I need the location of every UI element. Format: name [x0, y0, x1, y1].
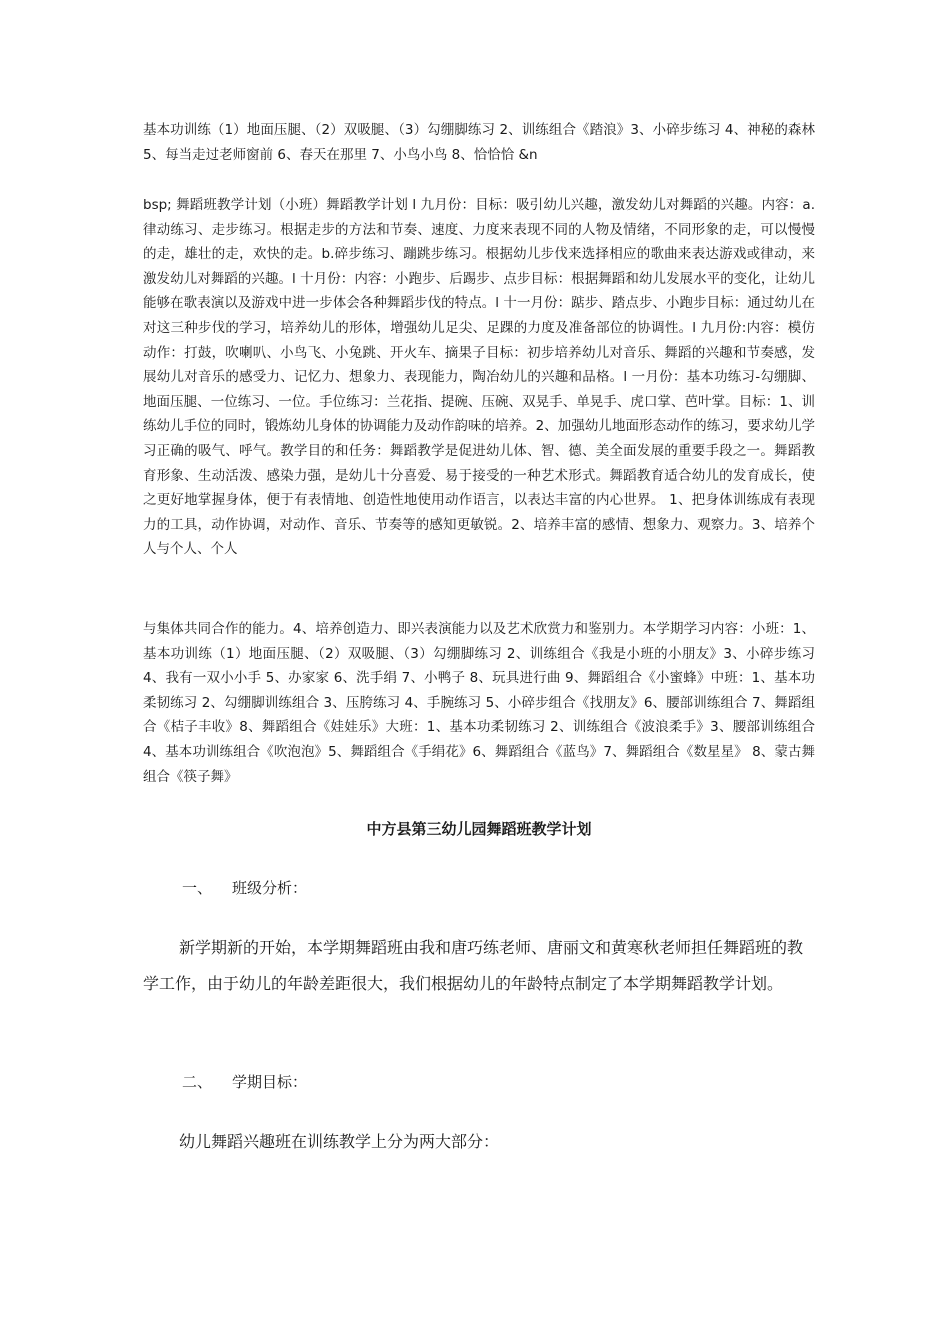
section-2-paragraph: 幼儿舞蹈兴趣班在训练教学上分为两大部分： [179, 1132, 500, 1151]
section-heading-text: 班级分析： [232, 879, 308, 897]
section-heading-text: 学期目标： [232, 1073, 308, 1091]
document-title: 中方县第三幼儿园舞蹈班教学计划 [366, 820, 592, 838]
section-heading-class-analysis [182, 876, 307, 900]
body-paragraph-1: 基本功训练（1）地面压腿、（2）双吸腿、（3）勾绷脚练习 2、训练组合《踏浪》3、小碎步练习 4、神秘的森林 5、每当走过老师窗前 6、春天在那里 7、小鸟小鸟 8、恰恰恰 &n [143, 122, 815, 163]
section-1-paragraph: 新学期新的开始，本学期舞蹈班由我和唐巧练老师、唐丽文和黄寒秋老师担任舞蹈班的教学工作，由于幼儿的年龄差距很大，我们根据幼儿的年龄特点制定了本学期舞蹈教学计划。 [143, 938, 804, 993]
body-paragraph-2: bsp; 舞蹈班教学计划（小班）舞蹈教学计划 l 九月份：目标：吸引幼儿兴趣，激发幼儿对舞蹈的兴趣。内容：a.律动练习、走步练习。根据走步的方法和节奏、速度、力度来表现不同的人物及情绪，不同形象的走，可以慢慢的走，雄壮的走，欢快的走。b.碎步练习、蹦跳步练习。根据幼儿步伐来选择相应的歌曲来表达游戏或律动，来激发幼儿对舞蹈的兴趣。l 十月份：内容：小跑步、后踢步、点步目标：根据舞蹈和幼儿发展水平的变化，让幼儿能够在歌表演以及游戏中进一步体会各种舞蹈步伐的特点。l 十一月份：踮步、踏点步、小跑步目标：通过幼儿在对这三种步伐的学习，培养幼儿的形体，增强幼儿足尖、足踝的力度及准备部位的协调性。l 九月份:内容：模仿动作：打鼓，吹喇叭、小鸟飞、小兔跳、开火车、摘果子目标：初步培养幼儿对音乐、舞蹈的兴趣和节奏感，发展幼儿对音乐的感受力、记忆力、想象力、表现能力，陶冶幼儿的兴趣和品格。l 一月份：基本功练习-勾绷脚、地面压腿、一位练习、一位。手位练习：兰花指、提碗、压碗、双晃手、单晃手、虎口掌、芭叶掌。目标：1、训练幼儿手位的同时，锻炼幼儿身体的协调能力及动作韵味的培养。2、加强幼儿地面形态动作的练习，要求幼儿学习正确的吸气、呼气。教学目的和任务：舞蹈教学是促进幼儿体、智、德、美全面发展的重要手段之一。舞蹈教育形象、生动活泼、感染力强，是幼儿十分喜爱、易于接受的一种艺术形式。舞蹈教育适合幼儿的发育成长，使之更好地掌握身体，便于有表情地、创造性地使用动作语言，以表达丰富的内心世界。 1、把身体训练成有表现力的工具，动作协调，对动作、音乐、节奏等的感知更敏锐。2、培养丰富的感情、想象力、观察力。3、培养个人与个人、个人 [143, 197, 815, 558]
section-number: 二、 [182, 1073, 213, 1091]
section-number: 一、 [182, 879, 213, 897]
body-paragraph-3: 与集体共同合作的能力。4、培养创造力、即兴表演能力以及艺术欣赏力和鉴别力。本学期学习内容：小班：1、基本功训练（1）地面压腿、（2）双吸腿、（3）勾绷脚练习 2、训练组合《我是小班的小朋友》3、小碎步练习 4、我有一双小小手 5、办家家 6、洗手绢 7、小鸭子 8、玩具进行曲 9、舞蹈组合《小蜜蜂》中班：1、基本功柔韧练习 2、勾绷脚训练组合 3、压胯练习 4、手腕练习 5、小碎步组合《找朋友》6、腰部训练组合 7、舞蹈组合《桔子丰收》8、舞蹈组合《娃娃乐》大班：1、基本功柔韧练习 2、训练组合《波浪柔手》3、腰部训练组合 4、基本功训练组合《吹泡泡》5、舞蹈组合《手绢花》6、舞蹈组合《蓝鸟》7、舞蹈组合《数星星》 8、蒙古舞组合《筷子舞》 [143, 621, 815, 785]
section-heading-term-goals [182, 1070, 307, 1094]
